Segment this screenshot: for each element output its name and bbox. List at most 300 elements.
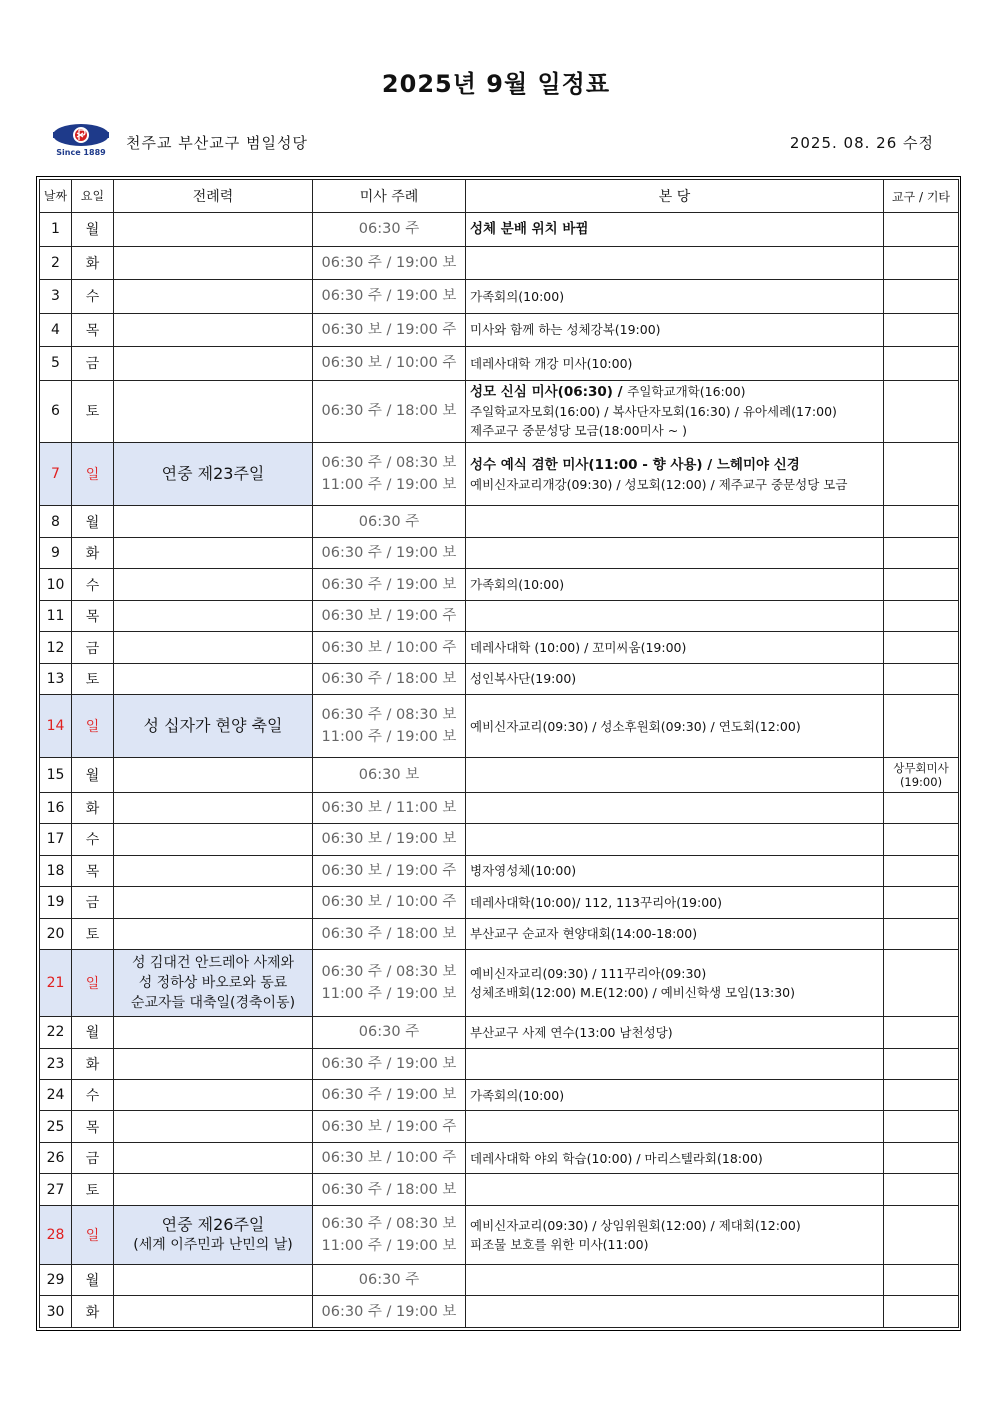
day-cell: 18 bbox=[40, 855, 72, 886]
weekday-cell: 금 bbox=[72, 632, 114, 663]
schedule-row bbox=[40, 1111, 959, 1142]
weekday-cell: 목 bbox=[72, 313, 114, 347]
mass-cell bbox=[313, 280, 466, 314]
parish-event-cell bbox=[466, 213, 884, 247]
page-title: 2025년 9월 일정표 bbox=[381, 70, 611, 98]
mass-time: 06:30 주 bbox=[358, 513, 420, 530]
parish-event bbox=[470, 638, 879, 657]
schedule-row bbox=[40, 663, 959, 694]
parish-event bbox=[470, 287, 879, 306]
diocese-other-cell bbox=[884, 950, 959, 1017]
diocese-other-cell bbox=[884, 347, 959, 381]
mass-time: 06:30 주 / 08:30 보 bbox=[321, 1215, 457, 1232]
liturgy-cell bbox=[114, 824, 313, 855]
mass-time: 06:30 보 / 10:00 주 bbox=[321, 894, 457, 911]
parish-event bbox=[470, 402, 879, 421]
day-cell: 10 bbox=[40, 569, 72, 600]
day-cell: 15 bbox=[40, 758, 72, 793]
mass-cell bbox=[313, 950, 466, 1017]
weekday-cell: 월 bbox=[72, 506, 114, 537]
event-text: 예비신자교리(09:30) / 상임위원회(12:00) / 제대회(12:00) bbox=[470, 1217, 801, 1233]
schedule-row bbox=[40, 1205, 959, 1264]
liturgy-cell bbox=[114, 1296, 313, 1328]
mass-cell bbox=[313, 695, 466, 758]
mass-cell bbox=[313, 1048, 466, 1079]
weekday-cell: 토 bbox=[72, 380, 114, 443]
diocese-other-cell bbox=[884, 600, 959, 631]
schedule-row bbox=[40, 506, 959, 537]
parish-event bbox=[470, 983, 879, 1002]
mass-cell bbox=[313, 824, 466, 855]
schedule-row bbox=[40, 950, 959, 1017]
mass-time: 06:30 주 / 18:00 보 bbox=[321, 670, 457, 687]
mass-time: 06:30 주 bbox=[358, 1024, 420, 1041]
parish-event bbox=[470, 669, 879, 688]
mass-time: 06:30 보 / 19:00 주 bbox=[321, 862, 457, 879]
day-cell: 9 bbox=[40, 537, 72, 568]
schedule-row bbox=[40, 1079, 959, 1110]
mass-time: 06:30 주 / 18:00 보 bbox=[321, 925, 457, 942]
liturgy-cell bbox=[114, 695, 313, 758]
mass-cell bbox=[313, 600, 466, 631]
diocese-other-cell bbox=[884, 380, 959, 443]
parish-event bbox=[470, 893, 879, 912]
diocese-other-cell bbox=[884, 443, 959, 506]
parish-event-cell bbox=[466, 1017, 884, 1048]
day-cell: 12 bbox=[40, 632, 72, 663]
parish-event-cell bbox=[466, 1048, 884, 1079]
weekday-cell: 화 bbox=[72, 1048, 114, 1079]
mass-time: 06:30 보 / 11:00 보 bbox=[321, 799, 457, 816]
schedule-row bbox=[40, 855, 959, 886]
schedule-row bbox=[40, 1296, 959, 1328]
mass-cell bbox=[313, 887, 466, 918]
mass-cell bbox=[313, 1264, 466, 1295]
weekday-cell: 수 bbox=[72, 569, 114, 600]
liturgy-cell bbox=[114, 1017, 313, 1048]
parish-event bbox=[470, 861, 879, 880]
mass-cell bbox=[313, 632, 466, 663]
schedule-row bbox=[40, 1264, 959, 1295]
church-logo-icon bbox=[46, 122, 116, 158]
mass-cell bbox=[313, 792, 466, 823]
church-name: 천주교 부산교구 범일성당 bbox=[126, 134, 308, 152]
schedule-row bbox=[40, 569, 959, 600]
schedule-row bbox=[40, 695, 959, 758]
mass-time: 06:30 주 / 19:00 보 bbox=[321, 576, 457, 593]
header-day: 날짜 bbox=[40, 180, 72, 213]
schedule-table bbox=[39, 179, 959, 1328]
parish-event bbox=[470, 382, 879, 402]
event-text: 성인복사단(19:00) bbox=[470, 671, 577, 687]
mass-cell bbox=[313, 506, 466, 537]
mass-time: 06:30 보 / 10:00 주 bbox=[321, 355, 457, 372]
parish-event-cell bbox=[466, 443, 884, 506]
mass-cell bbox=[313, 347, 466, 381]
diocese-other-cell bbox=[884, 506, 959, 537]
parish-event-cell bbox=[466, 632, 884, 663]
parish-event-cell bbox=[466, 950, 884, 1017]
event-text: 성수 예식 겸한 미사(11:00 - 향 사용) / 느헤미야 신경 bbox=[470, 456, 800, 473]
mass-time: 11:00 주 / 19:00 보 bbox=[321, 729, 457, 746]
liturgy-cell bbox=[114, 1264, 313, 1295]
header-weekday: 요일 bbox=[72, 180, 114, 213]
diocese-other-cell bbox=[884, 1264, 959, 1295]
liturgy-line: 연중 제23주일 bbox=[161, 464, 265, 484]
day-cell: 20 bbox=[40, 918, 72, 949]
schedule-row bbox=[40, 313, 959, 347]
weekday-cell: 월 bbox=[72, 758, 114, 793]
day-cell: 27 bbox=[40, 1174, 72, 1205]
diocese-other-cell bbox=[884, 1174, 959, 1205]
weekday-cell: 화 bbox=[72, 792, 114, 823]
diocese-other-cell bbox=[884, 695, 959, 758]
diocese-other-cell bbox=[884, 1296, 959, 1328]
liturgy-line: 성 김대건 안드레아 사제와 bbox=[131, 955, 295, 972]
weekday-cell: 금 bbox=[72, 347, 114, 381]
mass-time: 06:30 주 bbox=[358, 221, 420, 238]
mass-time: 11:00 주 / 19:00 보 bbox=[321, 986, 457, 1003]
event-text: 가족회의(10:00) bbox=[470, 577, 565, 593]
day-cell: 17 bbox=[40, 824, 72, 855]
parish-event-cell bbox=[466, 347, 884, 381]
liturgy-cell bbox=[114, 918, 313, 949]
event-text: 성체 분배 위치 바뀜 bbox=[470, 221, 589, 238]
diocese-other-cell bbox=[884, 569, 959, 600]
parish-event-cell bbox=[466, 1079, 884, 1110]
parish-event bbox=[470, 1235, 879, 1254]
parish-event bbox=[470, 219, 879, 239]
parish-event-cell bbox=[466, 792, 884, 823]
event-text: 예비신자교리(09:30) / 성소후원회(09:30) / 연도회(12:00) bbox=[470, 718, 801, 734]
diocese-other-cell bbox=[884, 792, 959, 823]
mass-time: 06:30 보 bbox=[358, 766, 420, 783]
mass-time: 11:00 주 / 19:00 보 bbox=[321, 477, 457, 494]
mass-cell bbox=[313, 569, 466, 600]
weekday-cell: 수 bbox=[72, 1079, 114, 1110]
liturgy-line: 성 정하상 바오로와 동료 bbox=[138, 975, 288, 992]
day-cell: 1 bbox=[40, 213, 72, 247]
weekday-cell: 월 bbox=[72, 1017, 114, 1048]
parish-event bbox=[470, 354, 879, 373]
parish-event-cell bbox=[466, 1142, 884, 1173]
parish-event bbox=[470, 575, 879, 594]
day-cell: 22 bbox=[40, 1017, 72, 1048]
liturgy-cell bbox=[114, 313, 313, 347]
weekday-cell: 월 bbox=[72, 1264, 114, 1295]
event-text: 주일학교개학(16:00) bbox=[627, 384, 746, 400]
day-cell: 2 bbox=[40, 246, 72, 280]
mass-cell bbox=[313, 1079, 466, 1110]
event-text: 주일학교자모회(16:00) / 복사단자모회(16:30) / 유아세례(17:00) bbox=[470, 404, 837, 420]
mass-time: 06:30 보 / 10:00 주 bbox=[321, 639, 457, 656]
parish-event bbox=[470, 964, 879, 983]
mass-time: 11:00 주 / 19:00 보 bbox=[321, 1237, 457, 1254]
day-cell: 4 bbox=[40, 313, 72, 347]
day-cell: 23 bbox=[40, 1048, 72, 1079]
parish-event bbox=[470, 1216, 879, 1235]
revision-date: 2025. 08. 26 수정 bbox=[789, 134, 934, 152]
weekday-cell: 목 bbox=[72, 600, 114, 631]
liturgy-line: 연중 제26주일 bbox=[161, 1214, 265, 1234]
mass-time: 06:30 보 / 19:00 보 bbox=[321, 831, 457, 848]
diocese-other-cell bbox=[884, 1017, 959, 1048]
schedule-row bbox=[40, 213, 959, 247]
mass-cell bbox=[313, 1017, 466, 1048]
event-text: 데레사대학 (10:00) / 꼬미씨움(19:00) bbox=[470, 640, 687, 656]
day-cell: 11 bbox=[40, 600, 72, 631]
day-cell: 29 bbox=[40, 1264, 72, 1295]
parish-event-cell bbox=[466, 918, 884, 949]
mass-time: 06:30 주 / 19:00 보 bbox=[321, 254, 457, 271]
schedule-row bbox=[40, 600, 959, 631]
liturgy-cell bbox=[114, 347, 313, 381]
schedule-row bbox=[40, 887, 959, 918]
parish-event-cell bbox=[466, 280, 884, 314]
parish-event-cell bbox=[466, 887, 884, 918]
parish-event-cell bbox=[466, 1296, 884, 1328]
header-row bbox=[40, 180, 959, 213]
mass-cell bbox=[313, 855, 466, 886]
event-text: 제주교구 중문성당 모금(18:00미사 ~ ) bbox=[470, 423, 688, 439]
schedule-row bbox=[40, 1017, 959, 1048]
schedule-row bbox=[40, 537, 959, 568]
parish-event bbox=[470, 475, 879, 494]
weekday-cell: 금 bbox=[72, 887, 114, 918]
liturgy-cell bbox=[114, 1111, 313, 1142]
parish-event-cell bbox=[466, 1174, 884, 1205]
diocese-other-cell bbox=[884, 313, 959, 347]
other-line: (19:00) bbox=[899, 774, 943, 789]
day-cell: 25 bbox=[40, 1111, 72, 1142]
liturgy-cell bbox=[114, 443, 313, 506]
weekday-cell: 목 bbox=[72, 1111, 114, 1142]
schedule-row bbox=[40, 246, 959, 280]
weekday-cell: 월 bbox=[72, 213, 114, 247]
parish-event-cell bbox=[466, 537, 884, 568]
mass-cell bbox=[313, 663, 466, 694]
parish-event-cell bbox=[466, 313, 884, 347]
event-text: 미사와 함께 하는 성체강복(19:00) bbox=[470, 322, 661, 338]
parish-event-cell bbox=[466, 1111, 884, 1142]
mass-time: 06:30 보 / 19:00 주 bbox=[321, 1118, 457, 1135]
header-mass: 미사 주례 bbox=[313, 180, 466, 213]
event-text: 예비신자교리개강(09:30) / 성모회(12:00) / 제주교구 중문성당 모금 bbox=[470, 476, 848, 492]
event-text: 병자영성체(10:00) bbox=[470, 863, 577, 879]
event-text: 가족회의(10:00) bbox=[470, 288, 565, 304]
parish-event-cell bbox=[466, 824, 884, 855]
parish-event-cell bbox=[466, 1264, 884, 1295]
diocese-other-cell bbox=[884, 855, 959, 886]
liturgy-cell bbox=[114, 569, 313, 600]
weekday-cell: 일 bbox=[72, 695, 114, 758]
diocese-other-cell bbox=[884, 537, 959, 568]
diocese-other-cell bbox=[884, 1205, 959, 1264]
day-cell: 21 bbox=[40, 950, 72, 1017]
event-text: 부산교구 사제 연수(13:00 남천성당) bbox=[470, 1024, 673, 1040]
schedule-row bbox=[40, 380, 959, 443]
parish-event-cell bbox=[466, 506, 884, 537]
diocese-other-cell bbox=[884, 246, 959, 280]
mass-time: 06:30 보 / 10:00 주 bbox=[321, 1150, 457, 1167]
mass-time: 06:30 보 / 19:00 주 bbox=[321, 321, 457, 338]
parish-event bbox=[470, 455, 879, 475]
event-text: 성체조배회(12:00) M.E(12:00) / 예비신학생 모임(13:30) bbox=[470, 985, 795, 1001]
diocese-other-cell bbox=[884, 887, 959, 918]
liturgy-cell bbox=[114, 1079, 313, 1110]
diocese-other-cell bbox=[884, 1079, 959, 1110]
mass-cell bbox=[313, 1174, 466, 1205]
liturgy-line: 성 십자가 현양 축일 bbox=[143, 716, 283, 736]
mass-time: 06:30 주 / 19:00 보 bbox=[321, 1055, 457, 1072]
diocese-other-cell bbox=[884, 632, 959, 663]
day-cell: 5 bbox=[40, 347, 72, 381]
schedule-row bbox=[40, 758, 959, 793]
liturgy-cell bbox=[114, 380, 313, 443]
parish-event bbox=[470, 1086, 879, 1105]
header-other: 교구 / 기타 bbox=[884, 180, 959, 213]
mass-cell bbox=[313, 918, 466, 949]
mass-cell bbox=[313, 1142, 466, 1173]
mass-time: 06:30 주 / 08:30 보 bbox=[321, 964, 457, 981]
day-cell: 16 bbox=[40, 792, 72, 823]
parish-event-cell bbox=[466, 380, 884, 443]
day-cell: 30 bbox=[40, 1296, 72, 1328]
schedule-table-frame bbox=[36, 176, 961, 1331]
mass-time: 06:30 주 / 18:00 보 bbox=[321, 403, 457, 420]
header-liturgy: 전례력 bbox=[114, 180, 313, 213]
parish-event-cell bbox=[466, 246, 884, 280]
weekday-cell: 화 bbox=[72, 537, 114, 568]
schedule-row bbox=[40, 1142, 959, 1173]
day-cell: 28 bbox=[40, 1205, 72, 1264]
header-main: 본 당 bbox=[466, 180, 884, 213]
parish-event-cell bbox=[466, 758, 884, 793]
event-text: 예비신자교리(09:30) / 111꾸리아(09:30) bbox=[470, 966, 707, 982]
mass-cell bbox=[313, 1296, 466, 1328]
other-line: 상무회미사 bbox=[893, 760, 949, 775]
liturgy-cell bbox=[114, 792, 313, 823]
parish-event-cell bbox=[466, 855, 884, 886]
logo-text: Since 1889 bbox=[56, 148, 106, 157]
diocese-other-cell bbox=[884, 1048, 959, 1079]
schedule-row bbox=[40, 443, 959, 506]
liturgy-cell bbox=[114, 213, 313, 247]
parish-event bbox=[470, 320, 879, 339]
weekday-cell: 수 bbox=[72, 824, 114, 855]
parish-event bbox=[470, 717, 879, 736]
mass-cell bbox=[313, 246, 466, 280]
parish-event-cell bbox=[466, 600, 884, 631]
schedule-row bbox=[40, 632, 959, 663]
weekday-cell: 화 bbox=[72, 1296, 114, 1328]
schedule-row bbox=[40, 347, 959, 381]
schedule-row bbox=[40, 1048, 959, 1079]
mass-time: 06:30 보 / 19:00 주 bbox=[321, 608, 457, 625]
day-cell: 19 bbox=[40, 887, 72, 918]
weekday-cell: 토 bbox=[72, 918, 114, 949]
liturgy-cell bbox=[114, 1205, 313, 1264]
liturgy-cell bbox=[114, 506, 313, 537]
diocese-other-cell bbox=[884, 758, 959, 793]
liturgy-cell bbox=[114, 600, 313, 631]
parish-event-cell bbox=[466, 695, 884, 758]
weekday-cell: 일 bbox=[72, 1205, 114, 1264]
mass-time: 06:30 주 / 19:00 보 bbox=[321, 288, 457, 305]
diocese-other-cell bbox=[884, 280, 959, 314]
day-cell: 8 bbox=[40, 506, 72, 537]
parish-event bbox=[470, 1023, 879, 1042]
weekday-cell: 토 bbox=[72, 1174, 114, 1205]
mass-time: 06:30 주 / 19:00 보 bbox=[321, 545, 457, 562]
liturgy-line: (세계 이주민과 난민의 날) bbox=[133, 1236, 293, 1253]
weekday-cell: 목 bbox=[72, 855, 114, 886]
schedule-row bbox=[40, 918, 959, 949]
day-cell: 14 bbox=[40, 695, 72, 758]
parish-event bbox=[470, 1149, 879, 1168]
mass-time: 06:30 주 / 08:30 보 bbox=[321, 455, 457, 472]
liturgy-cell bbox=[114, 887, 313, 918]
document-header bbox=[44, 120, 934, 160]
parish-event bbox=[470, 421, 879, 440]
liturgy-line: 순교자들 대축일(경축이동) bbox=[130, 995, 296, 1012]
weekday-cell: 일 bbox=[72, 950, 114, 1017]
liturgy-cell bbox=[114, 632, 313, 663]
mass-cell bbox=[313, 1205, 466, 1264]
diocese-other-cell bbox=[884, 663, 959, 694]
mass-time: 06:30 주 / 19:00 보 bbox=[321, 1087, 457, 1104]
weekday-cell: 토 bbox=[72, 663, 114, 694]
event-text: 가족회의(10:00) bbox=[470, 1087, 565, 1103]
diocese-other-cell bbox=[884, 213, 959, 247]
mass-time: 06:30 주 / 18:00 보 bbox=[321, 1181, 457, 1198]
schedule-row bbox=[40, 1174, 959, 1205]
mass-cell bbox=[313, 443, 466, 506]
parish-event bbox=[470, 924, 879, 943]
liturgy-cell bbox=[114, 537, 313, 568]
schedule-row bbox=[40, 792, 959, 823]
liturgy-cell bbox=[114, 280, 313, 314]
day-cell: 3 bbox=[40, 280, 72, 314]
liturgy-cell bbox=[114, 246, 313, 280]
mass-cell bbox=[313, 758, 466, 793]
mass-time: 06:30 주 / 19:00 보 bbox=[321, 1303, 457, 1320]
weekday-cell: 일 bbox=[72, 443, 114, 506]
diocese-other-cell bbox=[884, 918, 959, 949]
liturgy-cell bbox=[114, 855, 313, 886]
parish-event-cell bbox=[466, 1205, 884, 1264]
schedule-row bbox=[40, 280, 959, 314]
liturgy-cell bbox=[114, 758, 313, 793]
parish-event-cell bbox=[466, 663, 884, 694]
parish-event-cell bbox=[466, 569, 884, 600]
event-text: 데레사대학 개강 미사(10:00) bbox=[470, 355, 633, 371]
diocese-other-cell bbox=[884, 1111, 959, 1142]
event-text: 피조물 보호를 위한 미사(11:00) bbox=[470, 1236, 649, 1252]
diocese-other-cell bbox=[884, 824, 959, 855]
event-text: 데레사대학 야외 학습(10:00) / 마리스텔라회(18:00) bbox=[470, 1150, 763, 1166]
day-cell: 6 bbox=[40, 380, 72, 443]
day-cell: 24 bbox=[40, 1079, 72, 1110]
liturgy-cell bbox=[114, 1174, 313, 1205]
liturgy-cell bbox=[114, 1048, 313, 1079]
weekday-cell: 수 bbox=[72, 280, 114, 314]
liturgy-cell bbox=[114, 950, 313, 1017]
mass-cell bbox=[313, 380, 466, 443]
day-cell: 26 bbox=[40, 1142, 72, 1173]
mass-time: 06:30 주 bbox=[358, 1271, 420, 1288]
liturgy-cell bbox=[114, 1142, 313, 1173]
